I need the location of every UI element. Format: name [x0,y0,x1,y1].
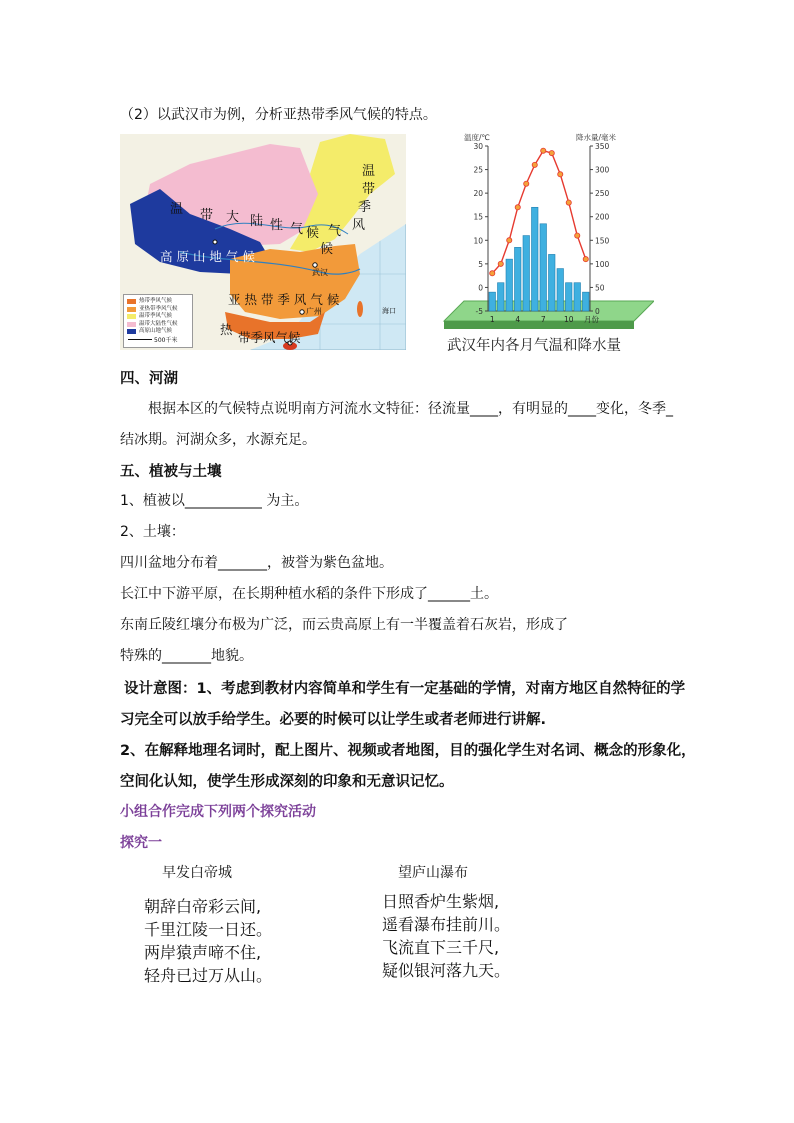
guangzhou-dot [300,310,304,314]
climate-chart-svg [414,128,654,354]
right-tick-label: 300 [595,165,610,175]
left-tick-label: 5 [478,259,483,269]
city-dot [213,240,217,244]
right-tick-label: 200 [595,212,610,222]
poem-2-line: 疑似银河落九天。 [382,961,511,980]
precip-bar [532,207,539,311]
precip-bar [506,259,513,311]
left-tick-label: 15 [473,212,483,222]
river-line-1: 根据本区的气候特点说明南方河流水文特征：径流量____，有明显的____变化，冬季_ [148,401,673,417]
question-2: （2）以武汉市为例，分析亚热带季风气候的特点。 [120,107,437,123]
legend-item [127,306,178,313]
veg-item-1: 1、植被以___________ 为主。 [120,493,309,509]
china-climate-map [120,134,406,350]
left-tick-label: -5 [475,307,483,316]
legend-item [127,313,172,320]
temperature-point [549,150,554,155]
map-legend [123,294,193,348]
temperature-point [558,172,563,177]
legend-label: 高原山地气候 [139,328,173,334]
right-tick-label: 250 [595,189,610,199]
legend-item [127,328,172,335]
right-tick-label: 150 [595,236,610,246]
legend-swatch [127,329,136,334]
poem-1-line: 两岸猿声啼不住, [144,943,262,962]
legend-swatch [127,307,136,312]
temperature-point [524,181,529,186]
precip-bar [574,283,581,311]
temperature-point [583,257,588,262]
legend-item [127,298,172,305]
label-tm-2: 带 [362,182,376,197]
precip-bar [498,283,505,311]
temperature-point [532,162,537,167]
left-tick-label: 25 [473,165,483,175]
soil-line-1: 四川盆地分布着_______，被誉为紫色盆地。 [120,555,393,571]
explore-1: 探究一 [120,835,162,851]
precip-bar [557,269,564,311]
label-tc-3: 大 [226,210,240,225]
label-tc-5: 性 [270,218,284,233]
veg-item-2: 2、土壤： [120,524,185,540]
poem-2-title: 望庐山瀑布 [398,865,468,881]
label-tm-6: 候 [320,242,334,257]
chart-base-side [444,321,634,329]
chart-title: 武汉年内各月气温和降水量 [447,338,621,354]
temperature-point [541,148,546,153]
x-axis-label: 月份 [584,315,599,324]
legend-label: 温带季风气候 [139,313,173,319]
label-tm-4: 风 [352,218,366,233]
label-tm-3: 季 [358,200,372,215]
temperature-line [492,151,586,274]
precip-bar [549,254,556,311]
precip-bar [489,292,496,311]
city-wuhan: 武汉 [312,268,328,277]
left-tick-label: 20 [473,189,483,199]
soil-line-4: 特殊的_______地貌。 [120,648,253,664]
label-tm-1: 温 [362,164,376,179]
poem-2-line: 遥看瀑布挂前川。 [382,915,511,934]
design-line-2: 习完全可以放手给学生。必要的时候可以让学生或者老师进行讲解. [120,712,547,728]
x-tick-label: 4 [515,315,521,324]
poem-2-line: 飞流直下三千尺, [382,938,500,957]
design-line-3: 2、在解释地理名词时，配上图片、视频或者地图，目的强化学生对名词、概念的形象化， [120,743,696,759]
temperature-point [575,233,580,238]
city-haikou: 海口 [382,307,396,315]
legend-label: 亚热带季风气候 [139,305,178,312]
x-tick-label: 1 [489,315,495,324]
label-tc-6: 气 [290,222,304,237]
city-guangzhou: 广州 [306,307,322,316]
label-tc-4: 陆 [250,214,264,229]
label-tc-7: 候 [306,226,320,241]
poem-1-body [144,895,272,987]
design-line-4: 空间化认知，使学生形成深刻的印象和无意识记忆。 [120,774,454,790]
x-tick-label: 10 [563,315,574,324]
river-heading: 四、河湖 [120,371,178,387]
legend-swatch [127,314,136,319]
precip-bar [515,247,522,311]
label-tropical-2: 带季风气候 [238,330,301,345]
precip-bar [540,224,547,311]
river-line-2: 结冰期。河湖众多，水源充足。 [120,432,316,448]
group-task: 小组合作完成下列两个探究活动 [120,804,316,820]
label-subtropical: 亚 热 带 季 风 气 候 [228,292,340,307]
x-tick-label: 7 [540,315,546,324]
wuhan-climate-chart [414,128,654,354]
taiwan-island [357,301,363,317]
legend-label: 热带季风气候 [139,298,173,304]
scale-label: 500千米 [154,337,178,344]
poem-1-line: 朝辞白帝彩云间, [144,897,262,916]
legend-swatch [127,299,136,304]
temperature-point [515,205,520,210]
right-tick-label: 0 [595,307,600,316]
poem-1-line: 千里江陵一日还。 [144,920,273,939]
veg-heading: 五、植被与土壤 [120,464,222,480]
right-axis-label: 降水量/毫米 [576,133,617,142]
legend-label: 温带大陆性气候 [139,320,178,327]
legend-swatch [127,322,136,327]
soil-line-3: 东南丘陵红壤分布极为广泛，而云贵高原上有一半覆盖着石灰岩，形成了 [120,617,568,633]
right-tick-label: 350 [595,142,610,151]
label-tropical-1: 热 [220,322,233,337]
legend-item [127,321,178,328]
temperature-point [507,238,512,243]
label-tc-1: 温 [170,202,184,217]
precip-bar [583,292,590,311]
left-axis-label: 温度/℃ [464,133,490,142]
temperature-point [490,271,495,276]
label-plateau: 高 原 山 地 气 候 [160,249,255,264]
label-tm-5: 气 [328,224,342,239]
temperature-point [566,200,571,205]
poem-1-line: 轻舟已过万从山。 [144,966,273,985]
temperature-point [498,261,503,266]
soil-line-2: 长江中下游平原，在长期种植水稻的条件下形成了______土。 [120,586,498,602]
label-tc-2: 带 [200,208,214,223]
right-tick-label: 100 [595,259,610,269]
right-tick-label: 50 [595,283,605,293]
left-tick-label: 10 [473,236,483,246]
poem-1-title: 早发白帝城 [162,865,232,881]
precip-bar [523,236,530,311]
precip-bar [566,283,573,311]
design-line-1: 设计意图：1、考虑到教材内容简单和学生有一定基础的学情，对南方地区自然特征的学 [124,681,686,697]
poem-2-line: 日照香炉生紫烟, [382,892,500,911]
left-tick-label: 0 [478,283,483,293]
left-tick-label: 30 [473,142,483,151]
poem-2-body [382,890,510,982]
